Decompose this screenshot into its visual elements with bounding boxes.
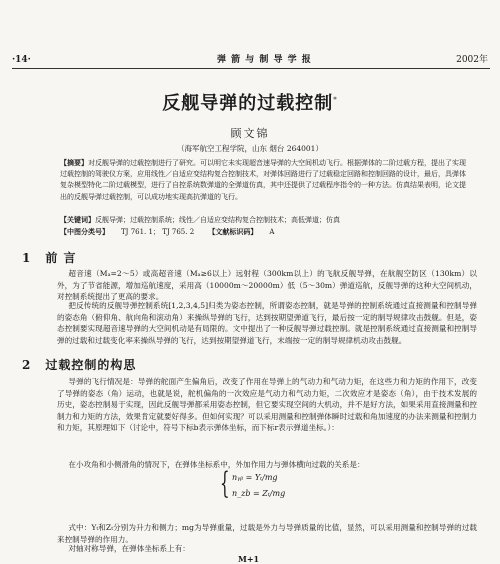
- paragraph: 对轴对称导弹，在弹体坐标系上有：: [68, 544, 190, 553]
- publication-year: 2002年: [456, 55, 488, 65]
- section-title: 前 言: [45, 251, 77, 265]
- section-title: 过载控制的构思: [45, 358, 137, 372]
- paragraph: 式中：Yₜ和Zₜ分别为升力和侧力；mg为导弹重量，过载是外力与导弹质量的比值，显然，可以采用测量和控制导弹的过载来控制导弹的作用力。: [57, 523, 477, 544]
- truncated-formula-fragment: M+1: [238, 554, 260, 564]
- abstract: [60, 157, 468, 203]
- section-heading-1: [22, 249, 77, 266]
- doc-code-label: 【文献标识码】: [208, 227, 258, 236]
- overload-equation: [220, 466, 342, 505]
- paragraph: 把反传统的反舰导弹控制系统[1,2,3,4,5]归类为姿态控制，所谓姿态控制，就是导弹的控制系统通过直接测量和控制导弹的姿态角（俯仰角、航向角和滚动角）来操纵导弹的飞行，达到按期望弹道飞行，最后按一定的制导规律攻击鼓舰。但是，姿态控制要实现超音速导弹的大空间机动是有局限的。文中提出了一种反舰导弹过载控制。就是控制系统通过直接测量和控制导弹的过载和过载变化率来操纵导弹的飞行，达到按期望弹道飞行，末端按一定的制导规律机动攻击鼓舰。: [57, 301, 477, 345]
- clc-label: 【中图分类号】: [60, 227, 109, 236]
- keywords: [60, 214, 468, 226]
- classification: [60, 226, 468, 238]
- keywords-text: 反舰导弹；过载控制系统；线性／自适应变结构复合控制技术；高低弹道；仿真: [95, 216, 340, 224]
- page-number: ·14·: [12, 55, 31, 65]
- equation-line-1: nᵧᵦ = Yₜ/mg: [232, 473, 278, 482]
- author-affiliation: （海军航空工程学院，山东 烟台 264001）: [177, 144, 323, 153]
- equation-line-2: n_zb = Zₜ/mg: [232, 489, 286, 498]
- title-footnote-mark: *: [333, 96, 338, 104]
- abstract-label: 【摘要】: [60, 158, 88, 167]
- equation-brace: {: [220, 466, 230, 501]
- keywords-label: 【关键词】: [60, 215, 95, 224]
- paragraph: 超音速（Mₐ=2～5）或高超音速（Mₐ≥6以上）远射程（300km以上）的飞航反舰导弹，在航舰空防区（130km）以外，为了节省能源，增加巡航速度，采用高（10000m～20000m）低（5～30m）弹道巡航，反舰导弹的这种大空间机动，对控制系统提出了更高的要求。: [57, 269, 477, 301]
- clc-value: TJ 761. 1； TJ 765. 2: [121, 228, 195, 236]
- abstract-text: 对反舰导弹的过载控制进行了研究。可以明它未实现超音速导弹的大空间机动飞行。根据弹体的二阶过载方程，提出了实现过载控制的驾驶仪方案，应用线性／自适应变结构复合控制技术，对弹体回路进行了过载稳定回路和控制回路的设计，最后，具弹体复杂模型特化二阶过载模型，进行了自控系统数弹道的全弹道仿真，其中还提供了过载程序指令的一种方法。仿真结果表明，论文提出的反舰导弹过载控制，可以成功地实现高抗弹道的飞行。: [60, 159, 466, 201]
- running-header: [12, 52, 490, 69]
- journal-name: 弹 箭 与 制 导 学 报: [217, 55, 312, 65]
- section-heading-2: [22, 356, 136, 373]
- author-name: 顾文锦: [230, 127, 270, 140]
- section-number: 1: [22, 251, 32, 265]
- paper-title-text: 反舰导弹的过载控制: [162, 93, 334, 114]
- paper-title: [0, 89, 500, 115]
- paragraph: 在小攻角和小侧滑角的情况下，在弹体坐标系中，外加作用力与弹体横向过载的关系是：: [68, 460, 365, 469]
- section-number: 2: [22, 358, 32, 372]
- doc-code-value: A: [269, 228, 275, 236]
- paragraph: 导弹的飞行情况是：导弹的舵面产生偏角后，改变了作用在导弹上的气动力和气动力矩，在这些力和力矩的作用下，改变了导弹的姿态（角）运动，也就是说，舵机偏角的一次效应是气动力和气动力矩，二次效应才是姿态（角），由于技术发展的历史，姿态控制易于实现，因此反舰导弹都采用姿态控制，但它要实现空间的大机动，并不是好方法，如果采用直接测量和控制力和力矩的方法，效果肯定就要好得多。但如何实现？可以采用测量和控制弹体瞬时过载和角加速度的办法来测量和控制力和力矩，其原理如下（讨论中，符号下标b表示弹体坐标，而下标r表示弹道坐标。）：: [57, 377, 477, 432]
